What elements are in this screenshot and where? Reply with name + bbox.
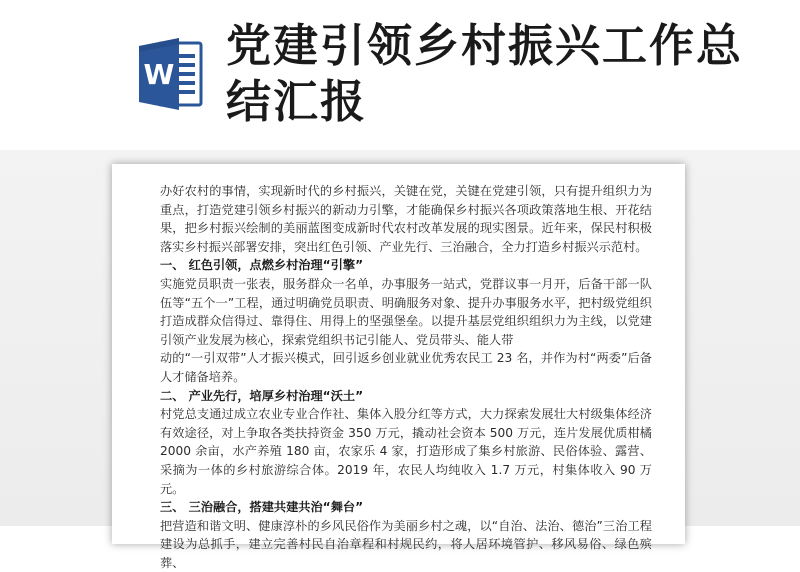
- svg-text:W: W: [143, 58, 175, 91]
- word-icon-graphic: [139, 36, 203, 112]
- section-heading-1: 一、 红色引领，点燃乡村治理“引擎”: [160, 258, 364, 273]
- paragraph-intro: 办好农村的事情，实现新时代的乡村振兴，关键在党，关键在党建引领，只有提升组织力为重点，打造党建引领乡村振兴的新动力引擎，才能确保乡村振兴各项政策落地生根、开花结果，把乡村振兴绘制的美丽蓝图变成新时代农村改革发展的现实图景。近年来，保民村积极落实乡村振兴部署安排，突出红色引领、产业先行、三治融合，全力打造乡村振兴示范村。: [160, 184, 652, 254]
- section-heading-2: 二、 产业先行，培厚乡村治理“沃土”: [160, 388, 364, 403]
- paragraph-section-1-cont: 动的“一引双带”人才振兴模式，回引返乡创业就业优秀农民工 23 名，并作为村“两委”后备人才储备培养。: [160, 351, 652, 384]
- document-title: 党建引领乡村振兴工作总结汇报: [226, 19, 744, 128]
- paragraph-section-3: 把营造和谐文明、健康淳朴的乡风民俗作为美丽乡村之魂，以“自治、法治、德治”三治工程建设为总抓手，建立完善村民自治章程和村规民约，将人居环境管护、移风易俗、绿色殡葬、: [160, 518, 652, 570]
- document-page: [112, 164, 685, 570]
- word-icon: [139, 36, 203, 112]
- document-header: [0, 0, 800, 162]
- document-body: [160, 182, 652, 572]
- section-heading-3: 三、 三治融合，搭建共建共治“舞台”: [160, 500, 364, 515]
- paragraph-section-2: 村党总支通过成立农业专业合作社、集体入股分红等方式，大力探索发展壮大村级集体经济有效途径，对上争取各类扶持资金 350 万元，撬动社会资本 500 万元，连片发展优质柑橘 2000 余亩，水产养殖 180 亩，农家乐 4 家，打造形成了集乡村旅游、民俗体验、露营、采摘为一体的乡村旅游综合体。2019 年，农民人均纯收入 1.7 万元，村集体收入 90 万元。: [160, 407, 652, 496]
- paragraph-section-1: 实施党员职责一张表，服务群众一名单，办事服务一站式，党群议事一月开，后备干部一队伍等“五个一”工程，通过明确党员职责、明确服务对象、提升办事服务水平，把村级党组织打造成群众信得过、靠得住、用得上的坚强堡垒。以提升基层党组织组织力为主线，以党建引领产业发展为核心，探索党组织书记引能人、党员带头、能人带: [160, 276, 652, 347]
